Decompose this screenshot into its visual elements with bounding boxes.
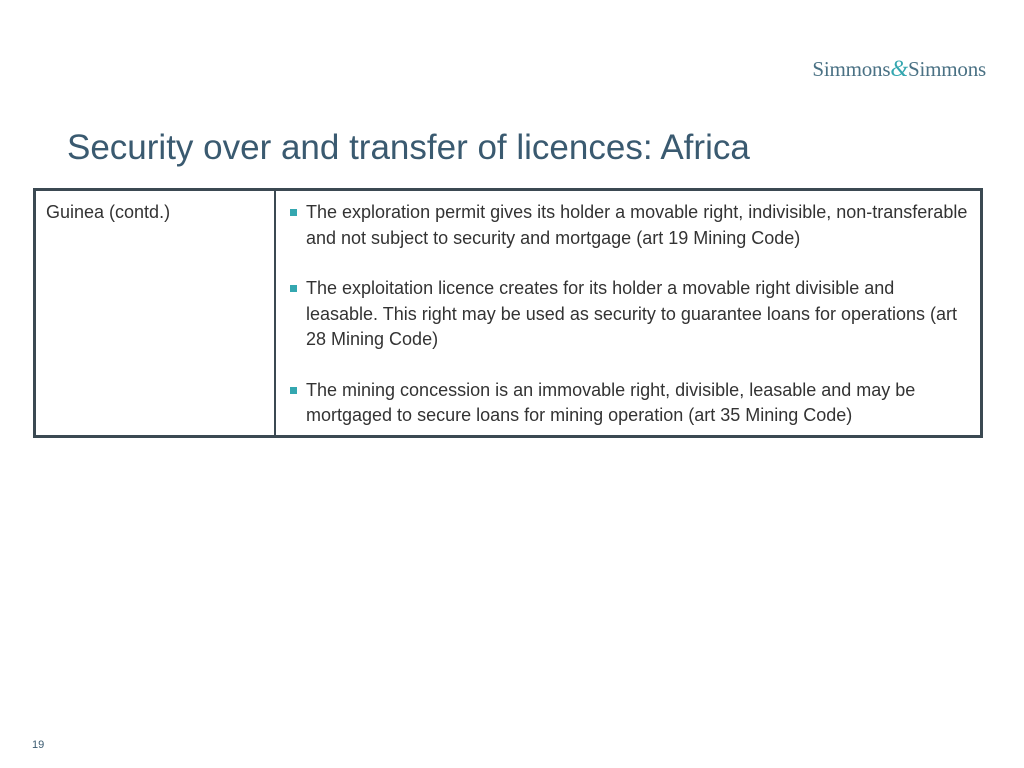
bullet-item-exploration-permit xyxy=(284,200,968,251)
square-bullet-icon xyxy=(290,285,297,292)
table-row xyxy=(35,190,982,437)
logo-ampersand: & xyxy=(890,56,909,81)
square-bullet-icon xyxy=(290,209,297,216)
bullet-item-exploitation-licence xyxy=(284,276,968,353)
bullet-text: The exploitation licence creates for its holder a movable right divisible and leasable. This right may be used as security to guarantee loans for operations (art 28 Mining Code) xyxy=(306,278,958,349)
company-logo xyxy=(812,56,986,82)
points-cell xyxy=(275,190,982,437)
logo-word-2: Simmons xyxy=(908,57,986,81)
bullet-text: The mining concession is an immovable right, divisible, leasable and may be mortgaged to secure loans for mining operation (art 35 Mining Code) xyxy=(306,379,916,425)
bullet-list xyxy=(284,200,968,429)
bullet-item-mining-concession xyxy=(284,378,968,429)
page-number: 19 xyxy=(32,739,45,751)
logo-word-1: Simmons xyxy=(812,57,891,81)
country-cell: Guinea (contd.) xyxy=(35,190,276,437)
bullet-text: The exploration permit gives its holder a movable right, indivisible, non-transferable and not subject to security and mortgage (art 19 Mining Code) xyxy=(306,202,968,248)
slide-title: Security over and transfer of licences: Africa xyxy=(67,128,750,167)
content-table xyxy=(33,188,983,438)
square-bullet-icon xyxy=(290,387,297,394)
